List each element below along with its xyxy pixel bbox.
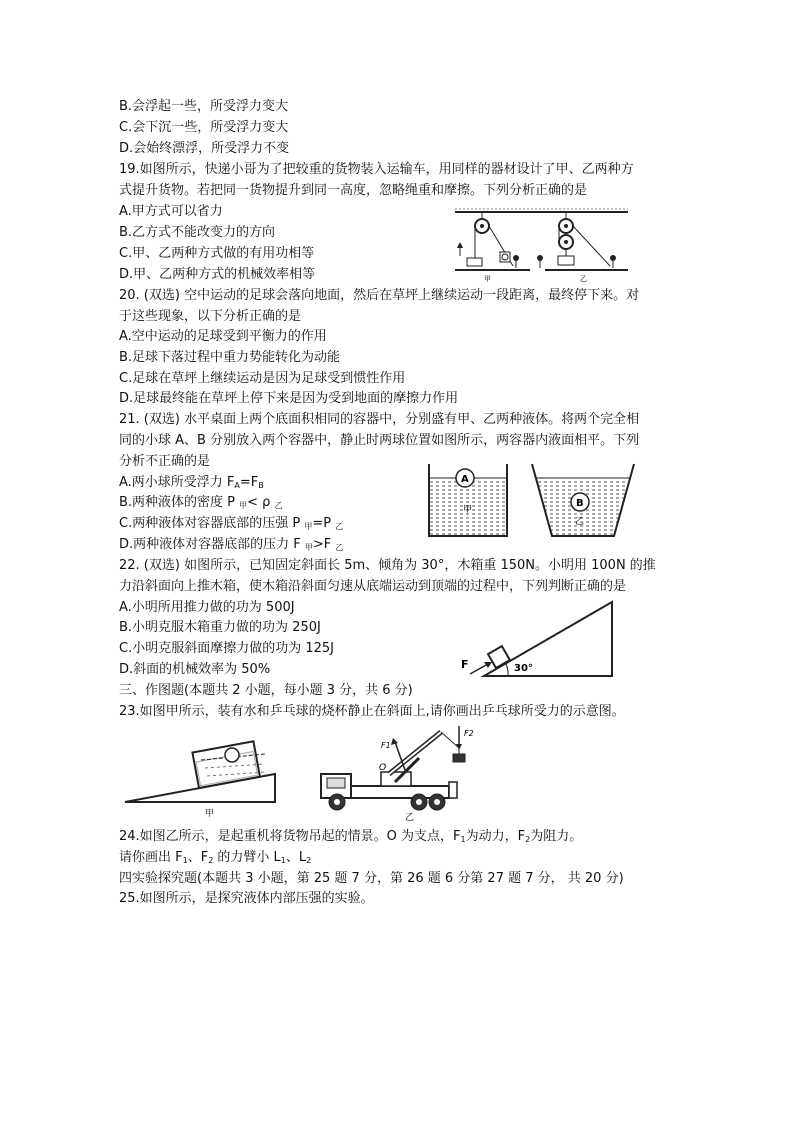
q22-option-a: A.小明所用推力做的功为 500J [119,600,295,615]
q20-option-d: D.足球最终能在草坪上停下来是因为受到地面的摩擦力作用 [119,391,459,406]
q22-option-b: B.小明克服木箱重力做的功为 250J [119,620,321,635]
section4-heading: 四实验探究题(本题共 3 小题，第 25 题 7 分，第 26 题 6 分第 27 题 7 分， 共 20 分) [119,871,624,886]
q22-option-d: D.斜面的机械效率为 50% [119,662,271,677]
containers-figure [418,460,636,540]
q21-stem-line3: 分析不正确的是 [119,454,211,469]
q21-stem-line1: 21. (双选) 水平桌面上两个底面积相同的容器中，分别盛有甲、乙两种液体。将两个完全相 [119,412,640,427]
q19-option-b: B.乙方式不能改变力的方向 [119,225,276,240]
q19-stem-line1: 19.如图所示，快递小哥为了把较重的货物装入运输车，用同样的器材设计了甲、乙两种方 [119,162,634,177]
q19-stem-line2: 式提升货物。若把同一货物提升到同一高度，忽略绳重和摩擦。下列分析正确的是 [119,183,588,198]
q24-stem-line2: 请你画出 $F_1$、$F_2$ 的力臂小 $L_1$、$L_2$ [119,850,312,865]
q25-stem: 25.如图所示，是探究液体内部压强的实验。 [119,891,374,906]
liquid-yi-label: 乙 [575,517,585,527]
q19-option-d: D.甲、乙两种方式的机械效率相等 [119,267,316,282]
force-f2-label: F2 [464,729,474,738]
q21-option-d: D.两种液体对容器底部的压力 F $_甲$>F $_乙$ [119,537,344,552]
force-f-label: F [461,658,469,671]
q20-stem-line2: 于这些现象，以下分析正确的是 [119,309,302,324]
pulley-label-jia: 甲 [484,275,491,282]
q20-option-b: B.足球下落过程中重力势能转化为动能 [119,350,341,365]
q23-figures [119,724,489,822]
figure-label-jia: 甲 [205,809,215,819]
liquid-jia-label: 甲 [463,505,473,515]
ball-b-label: B [576,498,584,509]
q18-option-c: C.会下沉一些，所受浮力变大 [119,120,289,135]
q21-option-c: C.两种液体对容器底部的压强 P $_甲$=P $_乙$ [119,516,344,531]
q20-option-a: A.空中运动的足球受到平衡力的作用 [119,329,327,344]
q21-option-a: A.两小球所受浮力 $F_A=F_B$ [119,475,264,490]
q20-stem-line1: 20. (双选) 空中运动的足球会落向地面，然后在草坪上继续运动一段距离，最终停下来。对 [119,288,640,303]
q21-option-b: B.两种液体的密度 P $_甲$< ρ $_乙$ [119,495,283,510]
q18-option-d: D.会始终漂浮，所受浮力不变 [119,141,290,156]
q20-option-c: C.足球在草坪上继续运动是因为足球受到惯性作用 [119,371,406,386]
incline-figure [456,598,618,690]
force-f1-label: F1 [381,741,391,750]
q22-stem-line1: 22. (双选) 如图所示，已知固定斜面长 5m、倾角为 30°，木箱重 150N。小明用 100N 的推 [119,558,656,573]
q23-stem: 23.如图甲所示，装有水和乒乓球的烧杯静止在斜面上,请你画出乒乓球所受力的示意图。 [119,704,625,719]
pivot-o-label: O [379,763,387,773]
q22-stem-line2: 力沿斜面向上推木箱，使木箱沿斜面匀速从底端运动到顶端的过程中，下列判断正确的是 [119,579,627,594]
angle-label: 30° [514,663,533,674]
q19-option-c: C.甲、乙两种方式做的有用功相等 [119,246,315,261]
pulley-figure [450,208,632,282]
q18-option-b: B.会浮起一些，所受浮力变大 [119,99,289,114]
ball-a-label: A [461,474,469,485]
section3-heading: 三、作图题(本题共 2 小题，每小题 3 分，共 6 分) [119,683,413,698]
q22-option-c: C.小明克服斜面摩擦力做的功为 125J [119,641,334,656]
figure-label-yi: 乙 [405,813,415,822]
q19-option-a: A.甲方式可以省力 [119,204,223,219]
pulley-label-yi: 乙 [580,275,587,282]
q24-stem-line1: 24.如图乙所示，是起重机将货物吊起的情景。O 为支点，$F_1$为动力，$F_2$为阻力。 [119,829,583,844]
q21-stem-line2: 同的小球 A、B 分别放入两个容器中，静止时两球位置如图所示，两容器内液面相平。下列 [119,433,640,448]
